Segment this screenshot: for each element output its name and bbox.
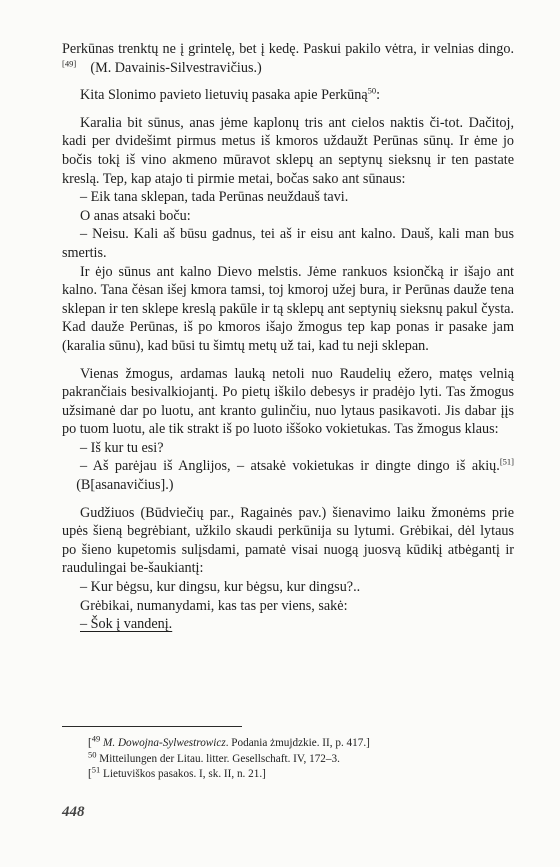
paragraph: – Eik tana sklepan, tada Perūnas neuždauš tavi. xyxy=(80,189,349,206)
body-text xyxy=(62,40,514,634)
footnote-divider xyxy=(62,726,242,727)
footnote-ref: 50 xyxy=(367,85,377,96)
paragraph: Kita Slonimo pavieto lietuvių pasaka apie Perkūną$^{50}$: xyxy=(80,85,381,104)
paragraph: Karalia bit sūnus, anas jėme kaplonų tris ant cielos naktis či-tot. Dačitoj, kadi per dvidešimt pirmus metus iš kmoros uždaužt Perūnas sūnų. Ir ėme jo bočis tokį iš vino akmeno mūravot sklepų an septynų sieksnų ir ten pastate kreslą. Tep, kap atajo ti pirmie metai, bočas sako ant sūnaus: xyxy=(62,114,514,187)
paragraph: Grėbikai, numanydami, kas tas per viens, sakė: xyxy=(80,597,348,614)
page-number: 448 xyxy=(62,804,85,820)
footnote-ref: [49] xyxy=(62,57,77,68)
paragraph: – Kur bėgsu, kur dingsu, kur bėgsu, kur dingsu?.. xyxy=(80,579,361,596)
footnote: [$^{51}$ Lietuviškos pasakos. I, sk. II, n. 21.] xyxy=(88,764,266,780)
paragraph: – Aš parėjau iš Anglijos, – atsakė vokietukas ir dingte dingo iš akių.[51] (B[asanavičius].) xyxy=(62,456,514,494)
paragraph: Ir ėjo sūnus ant kalno Dievo melstis. Jėme rankuos ksiončką ir išajo ant kalno. Tana čėsan išej kmora tamsi, toj kmoroj užej bura, ir Perūnas dauže tena sklepan ir ten sklepe kreslą pakūle ir tą sklepų ant septynių sieksnų pakul čysta. Kad dauže Perūnas, iš po kmoros išajo žmogus tep kap ponas ir pasake jam (karalia sūnu), kad būsi tu šimtų metų už tai, kad tu neji sklepan. xyxy=(62,263,514,354)
footnote-ref: [51] xyxy=(499,456,514,467)
paragraph: Vienas žmogus, ardamas lauką netoli nuo Raudelių ežero, matęs velnią pakrančiais besivalkiojantį. Po pietų iškilo debesys ir pradėjo lyti. Tas žmogus užsimanė dar po luotu, ant kranto gulinčiu, nuo lytaus pasikavoti. Jis dabar įįs po tuom luotu, ale tik strakt iš po luoto iššoko vokietukas. Tas žmogus klaus: xyxy=(62,365,514,438)
paragraph: – Šok į vandenį. xyxy=(80,616,173,633)
paragraph: – Iš kur tu esi? xyxy=(80,439,164,456)
paragraph: O anas atsaki boču: xyxy=(80,207,191,224)
footnote: [$^{49}$ M. Dowojna-Sylwestrowicz. Podania żmujdzkie. II, p. 417.] xyxy=(88,733,370,749)
paragraph: Perkūnas trenktų ne į grintelę, bet į kedę. Paskui pakilo vėtra, ir velnias dingo.[49] (M. Davainis-Silvestravičius.) xyxy=(62,41,514,76)
paragraph: – Neisu. Kali aš būsu gadnus, tei aš ir eisu ant kalno. Dauš, kali man bus smertis. xyxy=(62,226,514,261)
paragraph: Gudžiuos (Būdviečių par., Ragainės pav.) šienavimo laiku žmonėms prie upės šieną begrėbiant, užkilo skaudi perkūnija su lytumi. Grėbikai, dėl lytaus po šieno kupetomis sulįsdami, pamatė visai nuogą juosvą kūdikį atbėgantį ir raudulingai be-šaukiantį: xyxy=(62,504,514,577)
footnotes xyxy=(88,733,508,783)
footnote: $^{50}$ Mitteilungen der Litau. litter. Gesellschaft. IV, 172–3. xyxy=(88,748,340,765)
